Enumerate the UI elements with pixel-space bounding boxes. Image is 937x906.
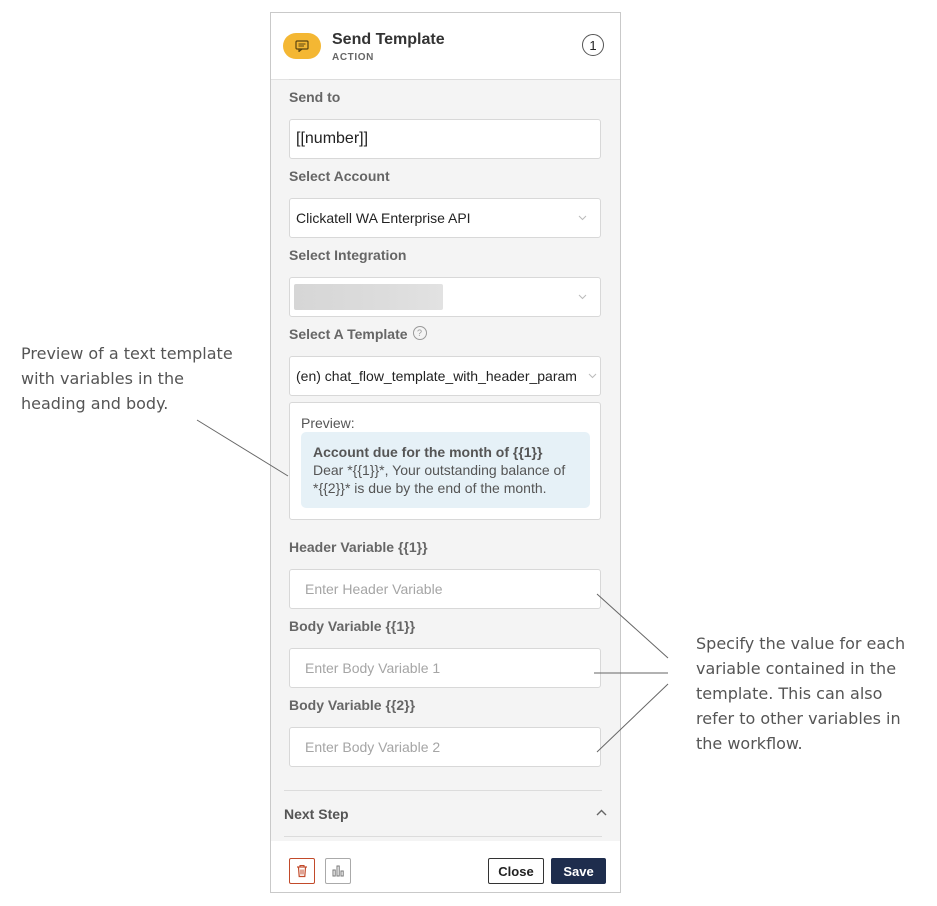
send-template-panel	[270, 12, 621, 893]
chevron-down-icon	[578, 213, 587, 222]
annotation-line: Specify the value for each	[696, 634, 906, 653]
annotation-line: heading and body.	[21, 394, 169, 413]
chevron-up-icon[interactable]	[596, 808, 607, 817]
select-template-label-text: Select A Template	[289, 326, 408, 342]
header-variable-input[interactable]	[289, 569, 601, 609]
close-button[interactable]: Close	[488, 858, 544, 884]
section-divider	[284, 790, 602, 791]
select-account-label: Select Account	[289, 168, 390, 184]
template-preview	[289, 402, 601, 520]
select-integration-label: Select Integration	[289, 247, 407, 263]
header-variable-label: Header Variable {{1}}	[289, 539, 428, 555]
save-button[interactable]: Save	[551, 858, 606, 884]
template-select-value: (en) chat_flow_template_with_header_param	[296, 368, 577, 384]
preview-body-line: *{{2}}* is due by the end of the month.	[313, 480, 547, 496]
send-to-label: Send to	[289, 89, 341, 105]
preview-annotation	[21, 341, 261, 416]
annotation-line: with variables in the	[21, 369, 184, 388]
chevron-down-icon	[578, 292, 587, 301]
annotation-line: Preview of a text template	[21, 344, 233, 363]
variables-annotation	[696, 631, 932, 756]
panel-footer	[271, 841, 620, 892]
redacted-integration-value	[294, 284, 443, 310]
account-select-value: Clickatell WA Enterprise API	[296, 210, 471, 226]
body-variable-2-input[interactable]	[289, 727, 601, 767]
panel-title: Send Template	[332, 31, 445, 48]
send-to-input[interactable]	[289, 119, 601, 159]
analytics-button[interactable]	[325, 858, 351, 884]
body-variable-2-label: Body Variable {{2}}	[289, 697, 416, 713]
header-variable-placeholder: Enter Header Variable	[305, 581, 443, 597]
step-number-badge: 1	[582, 34, 604, 56]
panel-subtitle: ACTION	[332, 52, 374, 63]
template-select[interactable]	[289, 356, 601, 396]
preview-label: Preview:	[301, 415, 355, 431]
send-to-value: [[number]]	[296, 130, 369, 147]
body-variable-1-label: Body Variable {{1}}	[289, 618, 416, 634]
integration-select[interactable]	[289, 277, 601, 317]
annotation-line: template. This can also	[696, 684, 883, 703]
section-divider	[284, 836, 602, 837]
annotation-line: variable contained in the	[696, 659, 897, 678]
account-select[interactable]	[289, 198, 601, 238]
header-divider	[289, 79, 600, 80]
body-variable-2-placeholder: Enter Body Variable 2	[305, 739, 441, 755]
bar-chart-icon	[331, 865, 345, 877]
annotation-line: refer to other variables in	[696, 709, 901, 728]
annotation-line: the workflow.	[696, 734, 803, 753]
preview-header-text: Account due for the month of {{1}}	[313, 444, 543, 460]
next-step-toggle[interactable]: Next Step	[284, 806, 349, 822]
select-template-label	[289, 326, 427, 342]
trash-icon	[296, 864, 308, 878]
chevron-down-icon	[588, 371, 597, 380]
body-variable-1-placeholder: Enter Body Variable 1	[305, 660, 441, 676]
preview-message-bubble	[301, 432, 590, 508]
help-icon[interactable]: ?	[413, 326, 427, 340]
preview-body-line: Dear *{{1}}*, Your outstanding balance of	[313, 462, 566, 478]
body-variable-1-input[interactable]	[289, 648, 601, 688]
delete-button[interactable]	[289, 858, 315, 884]
panel-header	[271, 13, 620, 80]
message-icon	[283, 33, 321, 59]
